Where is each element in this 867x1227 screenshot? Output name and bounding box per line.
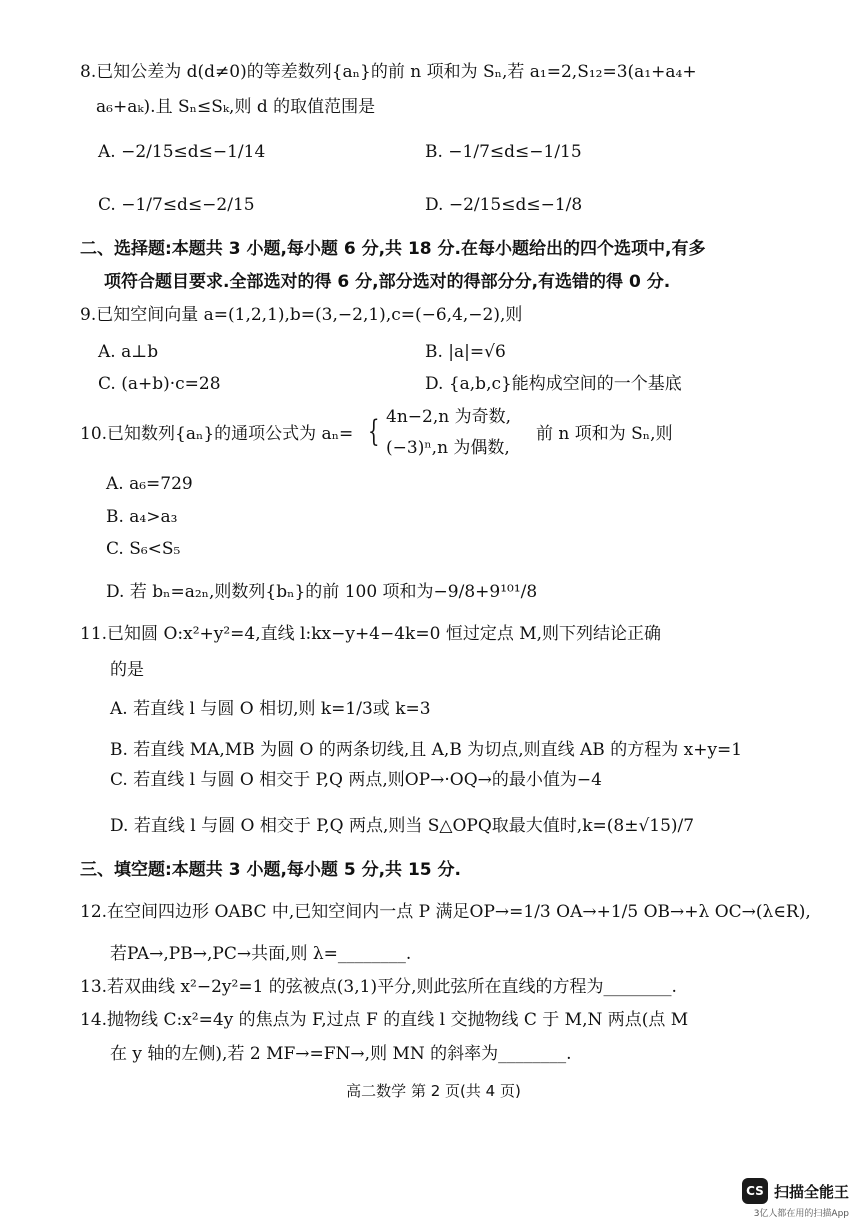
q10-case1: 4n−2,n 为奇数, — [386, 407, 511, 427]
q8-option-c: C. −1/7≤d≤−2/15 — [98, 195, 255, 215]
q11-stem-line2: 的是 — [110, 660, 144, 680]
q10-stem-pre: 10.已知数列{aₙ}的通项公式为 aₙ= — [80, 424, 354, 444]
section3-heading: 三、填空题:本题共 3 小题,每小题 5 分,共 15 分. — [80, 860, 461, 880]
q10-option-d: D. 若 bₙ=a₂ₙ,则数列{bₙ}的前 100 项和为−9/8+9¹⁰¹/8 — [106, 582, 538, 602]
q13-stem: 13.若双曲线 x²−2y²=1 的弦被点(3,1)平分,则此弦所在直线的方程为________. — [80, 977, 677, 997]
q11-option-c: C. 若直线 l 与圆 O 相交于 P,Q 两点,则OP→·OQ→的最小值为−4 — [110, 770, 602, 790]
q8-stem-line1: 8.已知公差为 d(d≠0)的等差数列{aₙ}的前 n 项和为 Sₙ,若 a₁=2,S₁₂=3(a₁+a₄+ — [80, 62, 697, 82]
q11-stem-line1: 11.已知圆 O:x²+y²=4,直线 l:kx−y+4−4k=0 恒过定点 M,则下列结论正确 — [80, 624, 662, 644]
q11-option-b: B. 若直线 MA,MB 为圆 O 的两条切线,且 A,B 为切点,则直线 AB 的方程为 x+y=1 — [110, 740, 743, 760]
page-footer: 高二数学 第 2 页(共 4 页) — [346, 1082, 521, 1100]
q14-stem-line1: 14.抛物线 C:x²=4y 的焦点为 F,过点 F 的直线 l 交抛物线 C 于 M,N 两点(点 M — [80, 1010, 689, 1030]
q12-stem-line2: 若PA→,PB→,PC→共面,则 λ=________. — [110, 944, 412, 964]
q14-stem-line2: 在 y 轴的左侧),若 2 MF→=FN→,则 MN 的斜率为________. — [110, 1044, 572, 1064]
q10-brace: { — [368, 414, 380, 449]
q10-stem-post: 前 n 项和为 Sₙ,则 — [536, 424, 673, 444]
q9-stem: 9.已知空间向量 a=(1,2,1),b=(3,−2,1),c=(−6,4,−2),则 — [80, 305, 523, 325]
q9-option-b: B. |a|=√6 — [425, 342, 506, 362]
q9-option-a: A. a⊥b — [98, 342, 159, 362]
q10-option-a: A. a₆=729 — [106, 474, 193, 494]
q11-option-d: D. 若直线 l 与圆 O 相交于 P,Q 两点,则当 S△OPQ取最大值时,k=(8±√15)/7 — [110, 816, 695, 836]
watermark-app-name: 扫描全能王 — [773, 1182, 849, 1201]
section2-heading-line1: 二、选择题:本题共 3 小题,每小题 6 分,共 18 分.在每小题给出的四个选项中,有多 — [80, 239, 706, 259]
q8-option-d: D. −2/15≤d≤−1/8 — [425, 195, 583, 215]
q12-stem-line1: 12.在空间四边形 OABC 中,已知空间内一点 P 满足OP→=1/3 OA→+1/5 OB→+λ OC→(λ∈R), — [80, 902, 811, 922]
section2-heading-line2: 项符合题目要求.全部选对的得 6 分,部分选对的得部分分,有选错的得 0 分. — [104, 272, 671, 292]
camscanner-logo-icon: CS — [742, 1178, 768, 1204]
q10-option-b: B. a₄>a₃ — [106, 507, 178, 527]
q9-option-d: D. {a,b,c}能构成空间的一个基底 — [425, 374, 682, 394]
watermark-tagline: 3亿人都在用的扫描App — [753, 1209, 849, 1219]
q10-case2: (−3)ⁿ,n 为偶数, — [386, 438, 510, 458]
q8-option-b: B. −1/7≤d≤−1/15 — [425, 142, 582, 162]
q8-option-a: A. −2/15≤d≤−1/14 — [98, 142, 266, 162]
q10-option-c: C. S₆<S₅ — [106, 539, 181, 559]
q9-option-c: C. (a+b)·c=28 — [98, 374, 221, 394]
scanner-watermark — [742, 1178, 849, 1204]
q11-option-a: A. 若直线 l 与圆 O 相切,则 k=1/3或 k=3 — [110, 699, 431, 719]
q8-stem-line2: a₆+aₖ).且 Sₙ≤Sₖ,则 d 的取值范围是 — [96, 97, 376, 117]
